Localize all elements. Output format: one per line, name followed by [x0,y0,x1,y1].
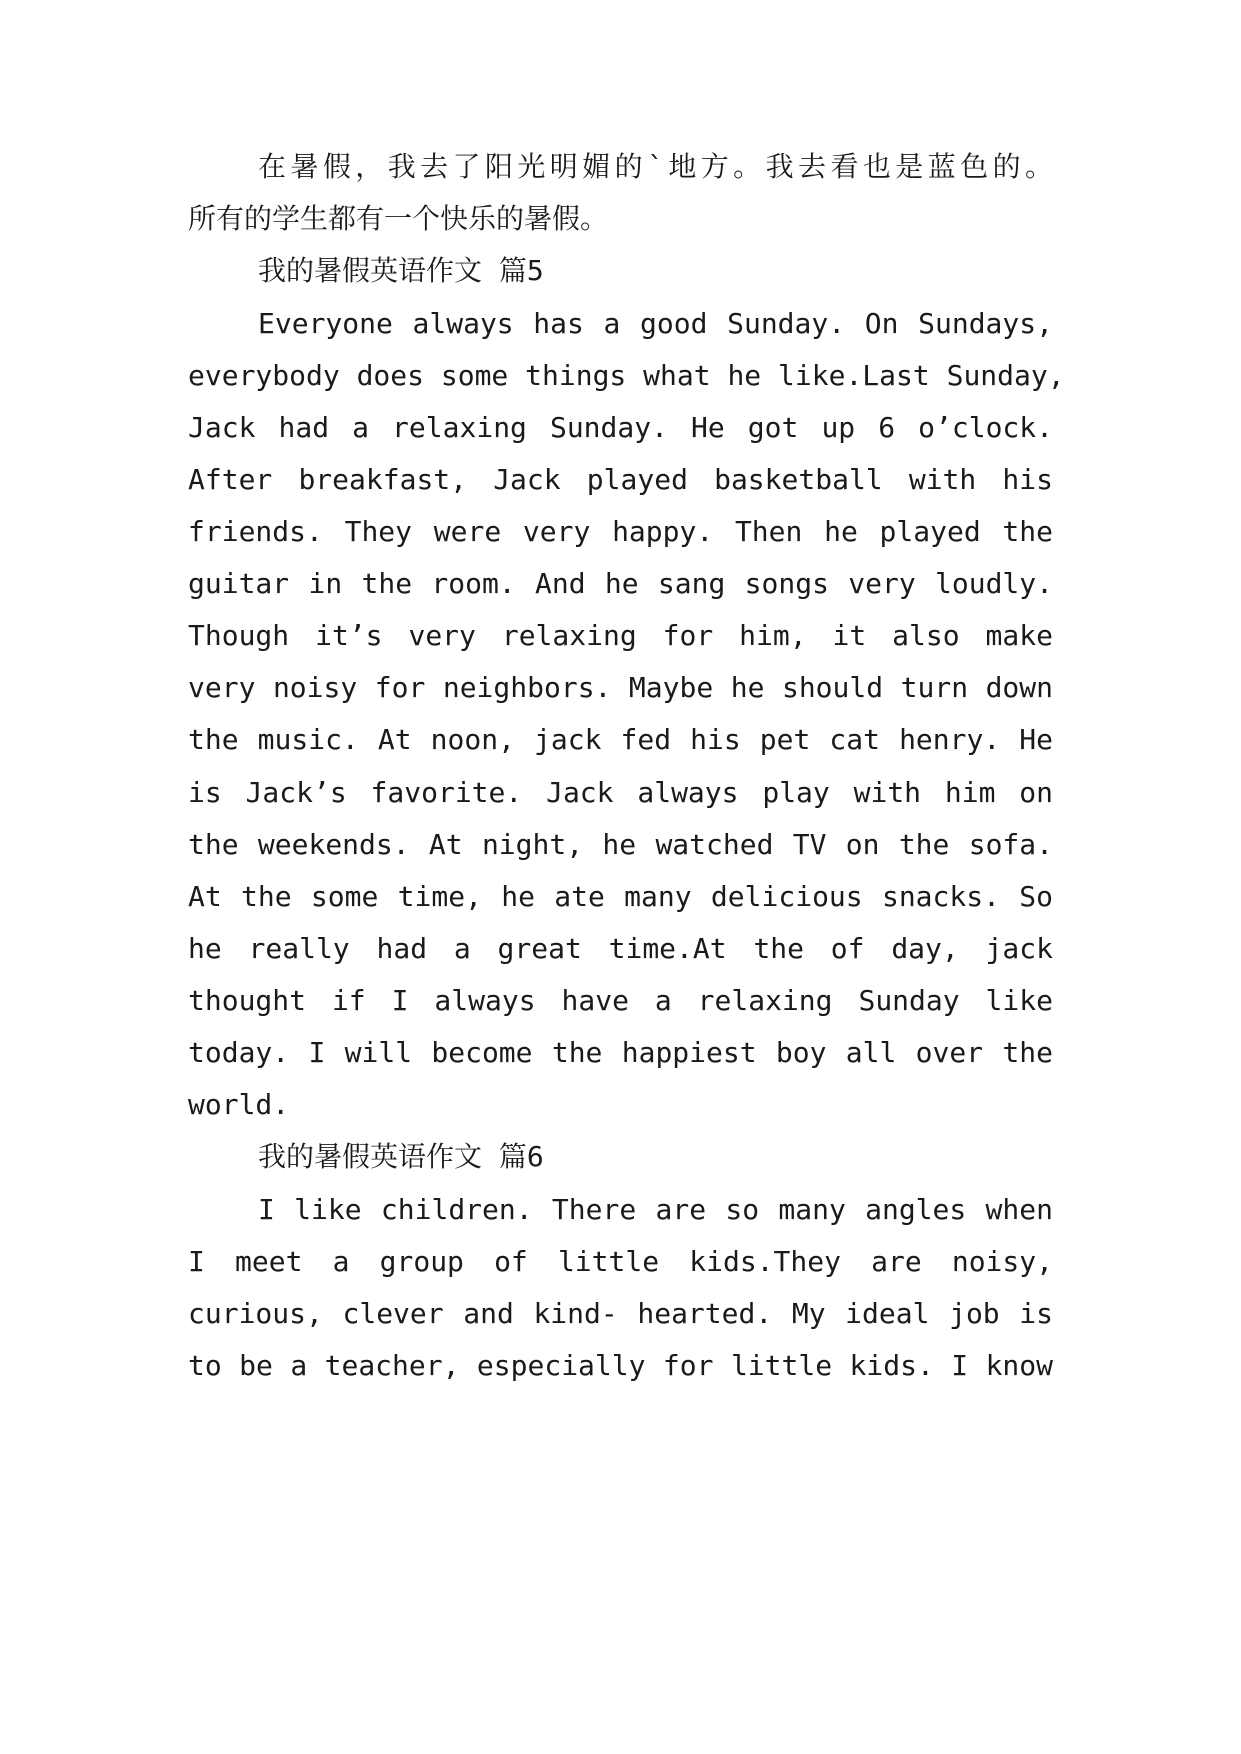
paragraph-line: 所有的学生都有一个快乐的暑假。 [188,202,609,235]
paragraph-line: the weekends. At night, he watched TV on the sofa. [188,828,1053,861]
paragraph-line: I like children. There are so many angles when [258,1193,1053,1226]
paragraph-line: After breakfast, Jack played basketball with his [188,463,1053,496]
paragraph-line: I meet a group of little kids.They are noisy, [188,1245,1053,1278]
paragraph-line: the music. At noon, jack fed his pet cat henry. He [188,723,1053,756]
section-heading: 我的暑假英语作文 篇5 [258,254,544,287]
paragraph-line: is Jack’s favorite. Jack always play with him on [188,776,1053,809]
paragraph-line: very noisy for neighbors. Maybe he should turn down [188,671,1053,704]
paragraph-line: At the some time, he ate many delicious snacks. So [188,880,1053,913]
paragraph-line: thought if I always have a relaxing Sunday like [188,984,1053,1017]
paragraph-line: Everyone always has a good Sunday. On Sundays, [258,307,1053,340]
paragraph-line: today. I will become the happiest boy all over the [188,1036,1053,1069]
paragraph-line: Jack had a relaxing Sunday. He got up 6 o’clock. [188,411,1053,444]
paragraph-line: friends. They were very happy. Then he played the [188,515,1053,548]
paragraph-line: guitar in the room. And he sang songs very loudly. [188,567,1053,600]
paragraph-line: curious, clever and kind- hearted. My ideal job is [188,1297,1053,1330]
paragraph-line: he really had a great time.At the of day, jack [188,932,1053,965]
paragraph-line: Though it’s very relaxing for him, it also make [188,619,1053,652]
paragraph-line: to be a teacher, especially for little kids. I know [188,1349,1053,1382]
paragraph-line: 在暑假，我去了阳光明媚的`地方。我去看也是蓝色的。 [258,150,1053,183]
paragraph-line: world. [188,1088,290,1121]
paragraph-line: everybody does some things what he like.Last Sunday, [188,359,1065,392]
section-heading: 我的暑假英语作文 篇6 [258,1140,544,1173]
